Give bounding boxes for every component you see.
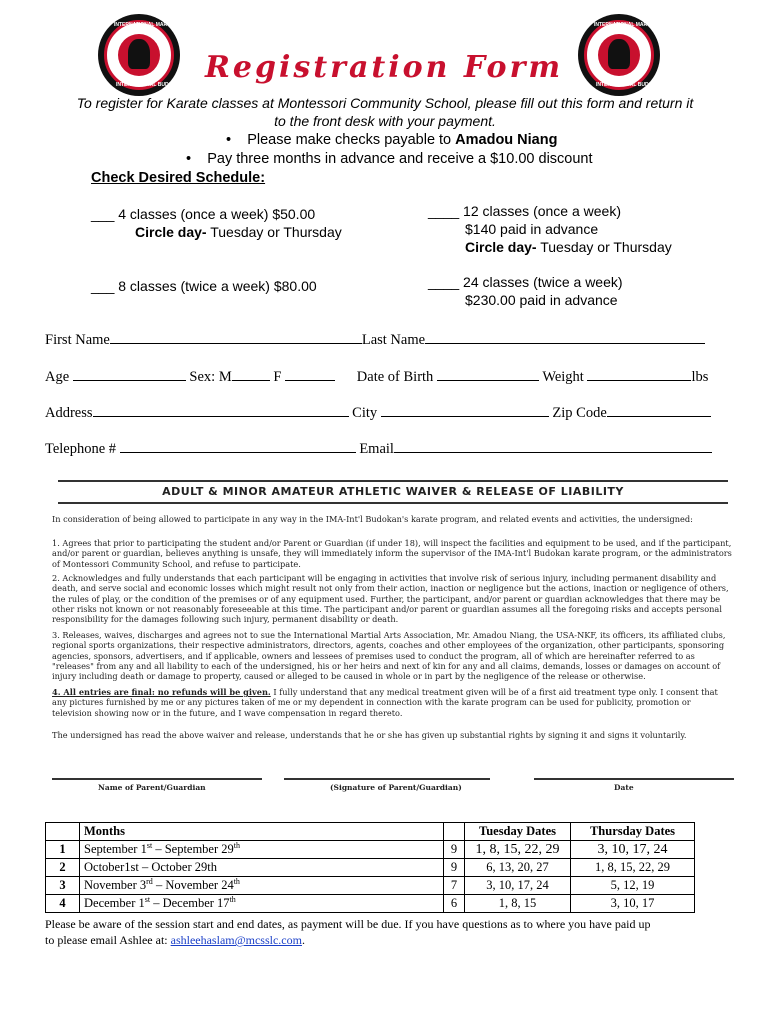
weight-field[interactable] [587,368,691,381]
sex-m-field[interactable] [232,368,270,381]
option-24-classes-label: ____ 24 classes (twice a week) [428,274,623,290]
intro-line-2: to the front desk with your payment. [274,113,496,129]
telephone-field[interactable] [120,440,356,453]
last-name-field[interactable] [425,331,705,344]
row-months: September 1st – September 29th [80,841,444,859]
row-number: 1 [46,841,80,859]
bullet-dot-icon: • [226,132,232,148]
logo-right-text-bottom: INTERNATIONAL BUDOKAN [596,82,664,88]
logo-left [98,14,229,96]
row-number: 2 [46,859,80,877]
contact-row [45,440,712,458]
bullet-checks [226,132,557,148]
option-4-classes-label: ___ 4 classes (once a week) $50.00 [91,206,316,222]
row-count: 6 [444,895,465,913]
intro-line-1: To register for Karate classes at Montessori Community School, please fill out this form and return it [76,95,694,111]
row-number: 4 [46,895,80,913]
age-row [45,368,708,386]
bullet-discount [186,151,593,167]
row-thursday-dates: 3, 10, 17 [571,895,695,913]
option-4-days[interactable]: Tuesday or Thursday [206,224,342,240]
city-field[interactable] [381,404,549,417]
row-count: 7 [444,877,465,895]
guardian-signature-line[interactable] [284,778,490,780]
row-thursday-dates: 5, 12, 19 [571,877,695,895]
option-8-classes-label: ___ 8 classes (twice a week) $80.00 [91,278,317,294]
guardian-signature-label: (Signature of Parent/Guardian) [330,783,462,792]
option-12-circle-label: Circle day- [465,239,537,255]
dob-field[interactable] [437,368,539,381]
zip-label: Zip Code [552,405,607,421]
waiver-section [48,478,738,808]
option-4-classes[interactable] [91,205,342,241]
logo-left-text-top: INTERNATIONAL MARTIAL ARTS ASSOCIATION [114,22,229,28]
thursday-header: Thursday Dates [571,823,695,841]
dob-label: Date of Birth [356,369,434,385]
row-months: November 3rd – November 24th [80,877,444,895]
row-months: December 1st – December 17th [80,895,444,913]
date-label: Date [614,783,634,792]
tuesday-header: Tuesday Dates [465,823,571,841]
session-table [45,822,695,913]
footer-line-2: to please email Ashlee at: [45,933,171,947]
option-12-classes-label: ____ 12 classes (once a week) [428,203,621,219]
table-row [46,895,695,913]
age-field[interactable] [73,368,186,381]
waiver-paragraph-5: The undersigned has read the above waiver and release, understands that he or she has given up substantial rights by signing it and signs it voluntarily. [52,730,687,740]
waiver-paragraph-2: 2. Acknowledges and fully understands that each participant will be engaging in activities that involve risk of serious injury, including permanent disability and death, and serve social and economic losses which might result not only from their action, inaction or negligence but the actions, inaction or negligence of others, the rules of play, or the condition of the premises or of any equipment used. Further, the participant, and/or parent or guardian acknowledges that there may be other risks not known or not reasonably foreseeable at this time. The participant and/or parent or guardian assumes all the foregoing risks and accepts personal responsibility for the damages following such injury, permanent disability or death. [52,573,729,625]
first-name-field[interactable] [110,331,362,344]
waiver-no-refunds: 4. All entries are final: no refunds will be given. [52,687,271,697]
payee-name: Amadou Niang [455,132,558,148]
option-8-classes[interactable] [91,277,317,295]
sex-f-label: F [273,369,282,385]
waiver-paragraph-4: I fully understand that any medical treatment given will be of a first aid treatment type only. I consent that any pictures furnished by me or any pictures taken of me or my dependent in connection with the karate program can be used for publicity, promotion or television showing now or in the future, and I wave compensation in regard thereto. [52,687,718,718]
address-label: Address [45,405,93,421]
first-name-label: First Name [45,332,110,348]
row-tuesday-dates: 3, 10, 17, 24 [465,877,571,895]
table-header-row [46,823,695,841]
option-24-classes[interactable] [428,273,623,309]
sex-f-field[interactable] [285,368,335,381]
email-label: Email [359,441,394,457]
row-count: 9 [444,859,465,877]
bullet-discount-text: Pay three months in advance and receive a $10.00 discount [207,151,593,167]
bullet-dot-icon: • [186,151,192,167]
option-12-days[interactable]: Tuesday or Thursday [536,239,672,255]
weight-label: Weight [542,369,584,385]
date-line[interactable] [534,778,734,780]
page-title: Registration Form [205,50,564,85]
row-tuesday-dates: 1, 8, 15, 22, 29 [465,841,571,859]
row-count: 9 [444,841,465,859]
telephone-label: Telephone # [45,441,117,457]
row-thursday-dates: 1, 8, 15, 22, 29 [571,859,695,877]
sex-label: Sex: M [189,369,232,385]
email-field[interactable] [394,440,712,453]
footer-line-1: Please be aware of the session start and end dates, as payment will be due. If you have questions as to where you have paid up [45,917,651,931]
row-tuesday-dates: 6, 13, 20, 27 [465,859,571,877]
row-thursday-dates: 3, 10, 17, 24 [571,841,695,859]
age-label: Age [45,369,70,385]
waiver-intro: In consideration of being allowed to participate in any way in the IMA-Int'l Budokan's karate program, and related events and activities, the undersigned: [52,514,693,524]
guardian-name-label: Name of Parent/Guardian [98,783,206,792]
table-row [46,841,695,859]
row-number: 3 [46,877,80,895]
name-row [45,331,705,349]
lbs-label: lbs [691,369,709,385]
option-12-price: $140 paid in advance [465,221,599,237]
waiver-title: ADULT & MINOR AMATEUR ATHLETIC WAIVER & RELEASE OF LIABILITY [162,485,624,498]
logo-right [578,14,709,96]
last-name-label: Last Name [361,332,426,348]
table-row [46,877,695,895]
row-tuesday-dates: 1, 8, 15 [465,895,571,913]
guardian-name-line[interactable] [52,778,262,780]
option-24-price: $230.00 paid in advance [465,292,618,308]
option-4-circle-label: Circle day- [135,224,207,240]
city-label: City [352,405,378,421]
schedule-heading: Check Desired Schedule: [91,170,266,186]
logo-right-text-top: INTERNATIONAL MARTIAL ARTS ASSOCIATION [594,22,709,28]
zip-field[interactable] [607,404,711,417]
footer-note: Please be aware of the session start and end dates, as payment will be due. If you have questions as to where you have paid up to please email Ashlee at: ashleehaslam@mcsslc.com. [45,916,735,948]
address-field[interactable] [93,404,349,417]
contact-email-link[interactable]: ashleehaslam@mcsslc.com [170,933,302,947]
logo-left-text-bottom: INTERNATIONAL BUDOKAN [116,82,184,88]
bullet-checks-text: Please make checks payable to [247,132,456,148]
table-row [46,859,695,877]
address-row [45,404,711,422]
months-header: Months [80,823,444,841]
row-months: October1st – October 29th [80,859,444,877]
waiver-paragraph-1: 1. Agrees that prior to participating the student and/or Parent or Guardian (if under 18), will inspect the facilities and equipment to be used, and if the participant, and/or parent or guardian, believes anything is unsafe, they will immediately inform the supervisor of the IMA-Int'l Budokan karate program, or the administrators of Montessori Community School, and refuse to participate. [52,538,732,569]
option-12-classes[interactable] [428,202,672,256]
waiver-paragraph-3: 3. Releases, waives, discharges and agrees not to sue the International Martial Arts Association, Mr. Amadou Niang, the USA-NKF, its officers, its affiliated clubs, regional sports organizations, their respective administrators, directors, agents, coaches and other employees of the organization, other participants, sponsoring agencies, sponsors, advertisers, and if applicable, owners and lessees of premises used to conduct the program, all of which are hereinafter referred to as "releases" from any and all liability to each of the undersigned, his or her heirs and next of kin for any and all claims, demands, losses or damages on account of injury including death or damage to property, caused or alleged to be caused in whole or in part by the negligence of the release or otherwise. [52,630,726,682]
